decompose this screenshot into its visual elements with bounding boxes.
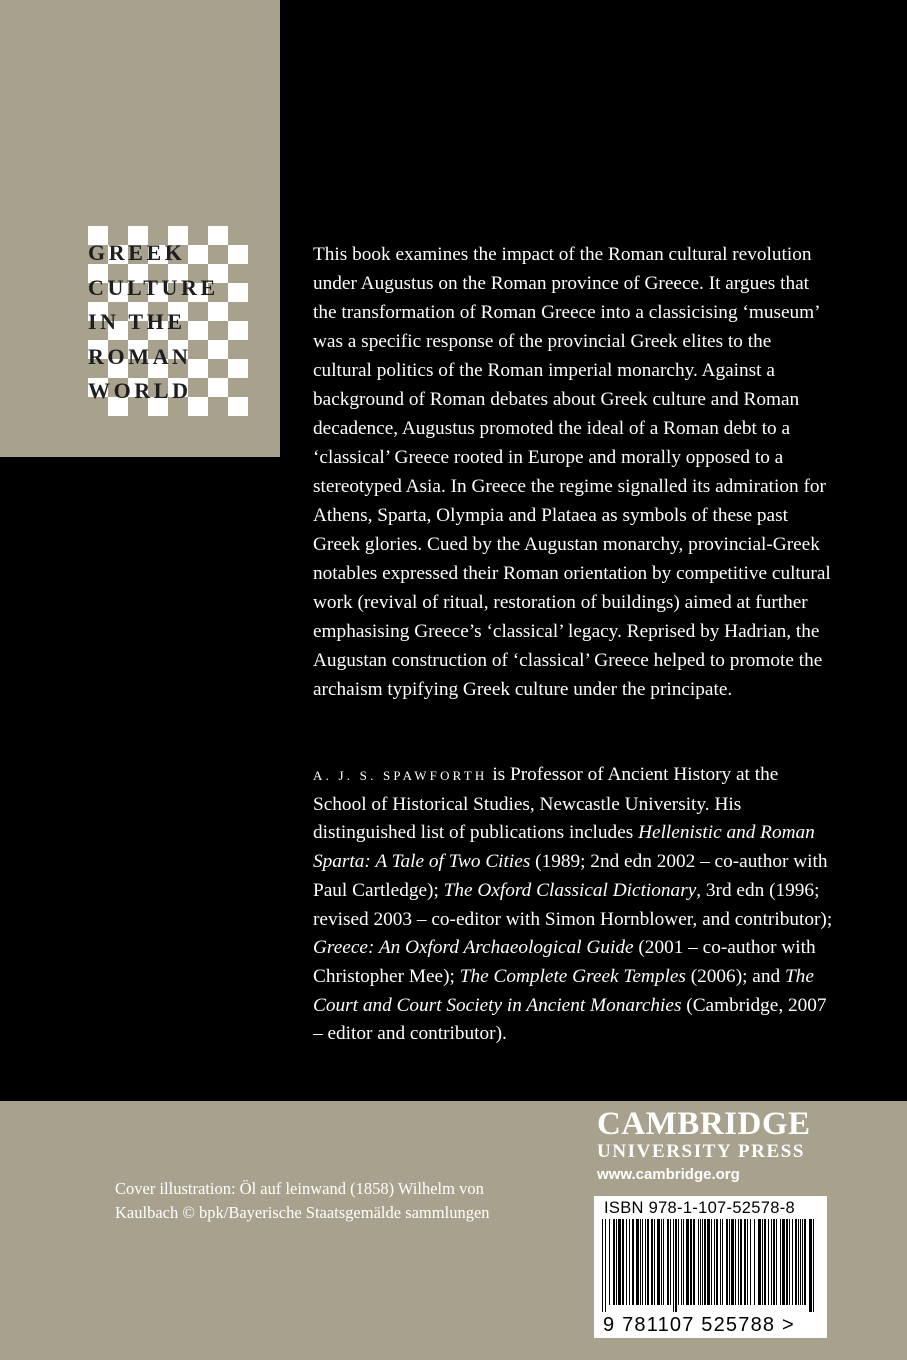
barcode-bar: [782, 1219, 785, 1305]
publisher-name: CAMBRIDGE: [597, 1106, 811, 1142]
barcode-bar: [640, 1219, 641, 1305]
series-title: [88, 236, 258, 409]
barcode-bar: [809, 1219, 812, 1312]
barcode-bar: [675, 1219, 677, 1312]
barcode-bar: [722, 1219, 723, 1305]
barcode-bar: [602, 1219, 603, 1312]
barcode-bar: [714, 1219, 715, 1305]
ean-digits: 9 781107 525788 >: [603, 1314, 795, 1336]
bio-text: (Cambridge, 2007 – editor and contributor).: [313, 994, 827, 1045]
barcode-bar: [731, 1219, 734, 1305]
barcode-bar: [813, 1219, 814, 1312]
barcode-bar: [804, 1219, 806, 1305]
barcode-bar: [690, 1219, 692, 1305]
barcode-bar: [795, 1219, 797, 1305]
barcode-bar: [754, 1219, 755, 1305]
barcode-bar: [686, 1219, 689, 1305]
barcode-bar: [654, 1219, 655, 1305]
bio-text: is Professor of Ancient History at the School of Historical Studies, Newcastle University. His distinguished list of publications includes: [313, 764, 779, 844]
barcode-bar: [645, 1219, 646, 1305]
bio-text: (2006); and: [685, 965, 785, 987]
barcode-bar: [735, 1219, 736, 1305]
barcode-bar: [726, 1219, 728, 1305]
barcode-bar: [661, 1219, 662, 1305]
barcode-bar: [670, 1219, 671, 1305]
series-title-line: CULTURE: [88, 274, 219, 300]
barcode-bar: [683, 1219, 684, 1305]
bio-text: (2001 – co-author with Christopher Mee);: [313, 937, 816, 987]
barcode-bar: [693, 1219, 695, 1305]
barcode-bar: [704, 1219, 706, 1305]
bio-text: , 3rd edn (1996; revised 2003 – co-editor with Simon Hornblower, and contributor);: [313, 879, 833, 930]
book-title: The Complete Greek Temples: [459, 965, 686, 987]
barcode-bar: [789, 1219, 790, 1305]
barcode-bar: [651, 1219, 653, 1305]
barcode-bar: [622, 1219, 624, 1305]
barcode-bar: [609, 1219, 610, 1305]
barcode-bar: [758, 1219, 761, 1305]
barcode-bar: [667, 1219, 669, 1305]
barcode-bar: [700, 1219, 701, 1305]
book-title: Greece: An Oxford Archaeological Guide: [313, 937, 634, 959]
barcode-bar: [747, 1219, 748, 1305]
barcode-bar: [740, 1219, 742, 1305]
barcode-bar: [618, 1219, 621, 1305]
barcode-bar: [657, 1219, 660, 1305]
series-title-line: IN THE: [88, 309, 186, 334]
barcode-bar: [711, 1219, 712, 1305]
barcode-bar: [702, 1219, 703, 1305]
barcode-bar: [729, 1219, 730, 1305]
book-title: The Oxford Classical Dictionary: [443, 879, 697, 901]
isbn-label: ISBN 978-1-107-52578-8: [604, 1199, 795, 1217]
publisher-subtitle: UNIVERSITY PRESS: [597, 1141, 806, 1162]
book-description: This book examines the impact of the Roman cultural revolution under Augustus on the Roman province of Greece. It argues that the transformation of Roman Greece into a classicising ‘museum’ was a specific response of the provincial Greek elites to the cultural politics of the Roman imperial monarchy. Against a background of Roman debates about Greek culture and Roman decadence, Augustus promoted the ideal of a Roman debt to a ‘classical’ Greece rooted in Europe and morally opposed to a stereotyped Asia. In Greece the regime signalled its admiration for Athens, Sparta, Olympia and Plataea as symbols of these past Greek glories. Cued by the Augustan monarchy, provincial-Greek notables expressed their Roman orientation by competitive cultural work (revival of ritual, restoration of buildings) aimed at further emphasising Greece’s ‘classical’ legacy. Reprised by Hadrian, the Augustan construction of ‘classical’ Greece helped to promote the archaism typifying Greek culture under the principate.: [313, 244, 831, 700]
series-title-line: ROMAN: [88, 343, 192, 369]
publisher-url: www.cambridge.org: [597, 1166, 740, 1183]
barcode-bar: [800, 1219, 801, 1305]
barcode-bar: [663, 1219, 664, 1305]
barcode-bar: [764, 1219, 766, 1305]
barcode-bar: [771, 1219, 772, 1305]
barcode-bar: [642, 1219, 643, 1305]
barcode-bar: [673, 1219, 674, 1312]
book-title: Hellenistic and Roman Sparta: A Tale of Two Cities: [313, 822, 815, 873]
barcode-bar: [629, 1219, 630, 1305]
barcode-bar: [738, 1219, 739, 1305]
cover-credit: Cover illustration: Öl auf leinwand (1858) Wilhelm von Kaulbach © bpk/Bayerische Staatsgemälde sammlungen: [115, 1179, 490, 1222]
barcode-bar: [786, 1219, 788, 1305]
barcode-bar: [716, 1219, 718, 1305]
barcode-bar: [678, 1219, 679, 1305]
barcode-bar: [780, 1219, 781, 1305]
barcode-bar: [720, 1219, 721, 1305]
barcode-bar: [773, 1219, 775, 1305]
barcode-icon: [600, 1219, 822, 1312]
barcode-bar: [647, 1219, 649, 1305]
author-bio: [313, 761, 833, 1049]
author-name: A. J. S. SPAWFORTH: [313, 768, 488, 783]
series-title-line: GREEK: [88, 240, 186, 265]
barcode-bar: [744, 1219, 746, 1305]
barcode-bar: [626, 1219, 627, 1305]
series-title-line: WORLD: [88, 378, 192, 403]
bio-text: (1989; 2nd edn 2002 – co-author with Paul Cartledge);: [313, 851, 828, 901]
barcode-bar: [632, 1219, 634, 1305]
barcode-bar: [613, 1219, 615, 1305]
barcode-bar: [698, 1219, 699, 1305]
publisher-logo: [597, 1107, 827, 1185]
barcode-bar: [605, 1219, 606, 1312]
barcode-bar: [802, 1219, 803, 1305]
barcode-bar: [792, 1219, 793, 1305]
barcode-bar: [616, 1219, 617, 1305]
barcode-bar: [707, 1219, 710, 1305]
barcode-bar: [776, 1219, 777, 1305]
barcode-bar: [681, 1219, 682, 1305]
barcode-bar: [768, 1219, 769, 1305]
barcode-bar: [762, 1219, 763, 1305]
book-title: The Court and Court Society in Ancient Monarchies: [313, 965, 814, 1016]
barcode-bar: [798, 1219, 799, 1305]
barcode-bar: [636, 1219, 639, 1305]
barcode-bar: [750, 1219, 751, 1305]
